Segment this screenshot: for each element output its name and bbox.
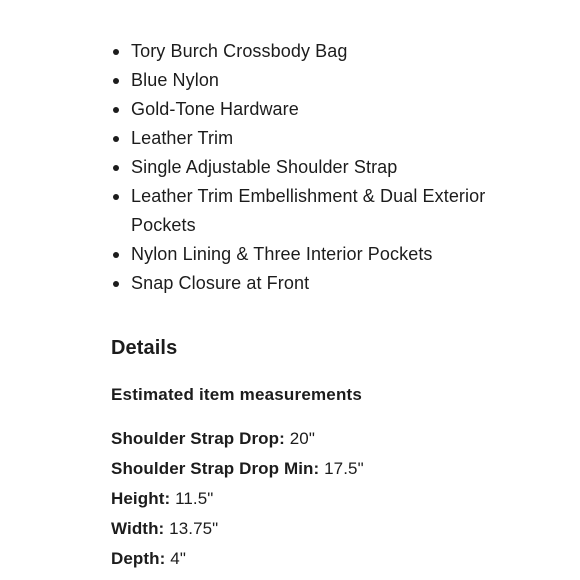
- measurement-label: Shoulder Strap Drop Min:: [111, 459, 320, 478]
- details-heading: Details: [111, 337, 178, 359]
- feature-text: Snap Closure at Front: [131, 273, 310, 293]
- measurement-row: [111, 514, 364, 544]
- bullet-icon: [113, 165, 119, 171]
- feature-text: Nylon Lining & Three Interior Pockets: [131, 244, 433, 264]
- measurement-value: 11.5": [175, 489, 214, 508]
- list-item: [113, 153, 553, 182]
- feature-text: Leather Trim: [131, 128, 234, 148]
- bullet-icon: [113, 78, 119, 84]
- measurement-value: 13.75": [169, 519, 219, 538]
- list-item: [113, 66, 553, 95]
- measurement-row: [111, 454, 364, 484]
- measurement-label: Height:: [111, 489, 171, 508]
- bullet-icon: [113, 252, 119, 258]
- measurement-row: [111, 544, 364, 574]
- feature-text: Gold-Tone Hardware: [131, 99, 299, 119]
- bullet-icon: [113, 49, 119, 55]
- measurement-row: [111, 424, 364, 454]
- list-item: [113, 240, 553, 269]
- measurements-heading: Estimated item measurements: [111, 385, 363, 404]
- measurement-label: Depth:: [111, 549, 166, 568]
- list-item: [113, 182, 553, 240]
- measurements-list: [111, 424, 364, 574]
- bullet-icon: [113, 281, 119, 287]
- measurement-value: 17.5": [324, 459, 364, 478]
- list-item: [113, 95, 553, 124]
- bullet-icon: [113, 136, 119, 142]
- measurement-label: Width:: [111, 519, 165, 538]
- feature-text: Tory Burch Crossbody Bag: [131, 41, 348, 61]
- feature-text: Blue Nylon: [131, 70, 220, 90]
- bullet-icon: [113, 107, 119, 113]
- bullet-icon: [113, 194, 119, 200]
- feature-text: Leather Trim Embellishment & Dual Exterior Pockets: [131, 186, 486, 235]
- list-item: [113, 124, 553, 153]
- measurement-row: [111, 484, 364, 514]
- measurement-value: 20": [289, 429, 315, 448]
- list-item: [113, 37, 553, 66]
- feature-list: [113, 37, 553, 298]
- measurement-label: Shoulder Strap Drop:: [111, 429, 285, 448]
- list-item: [113, 269, 553, 298]
- feature-text: Single Adjustable Shoulder Strap: [131, 157, 398, 177]
- measurement-value: 4": [170, 549, 186, 568]
